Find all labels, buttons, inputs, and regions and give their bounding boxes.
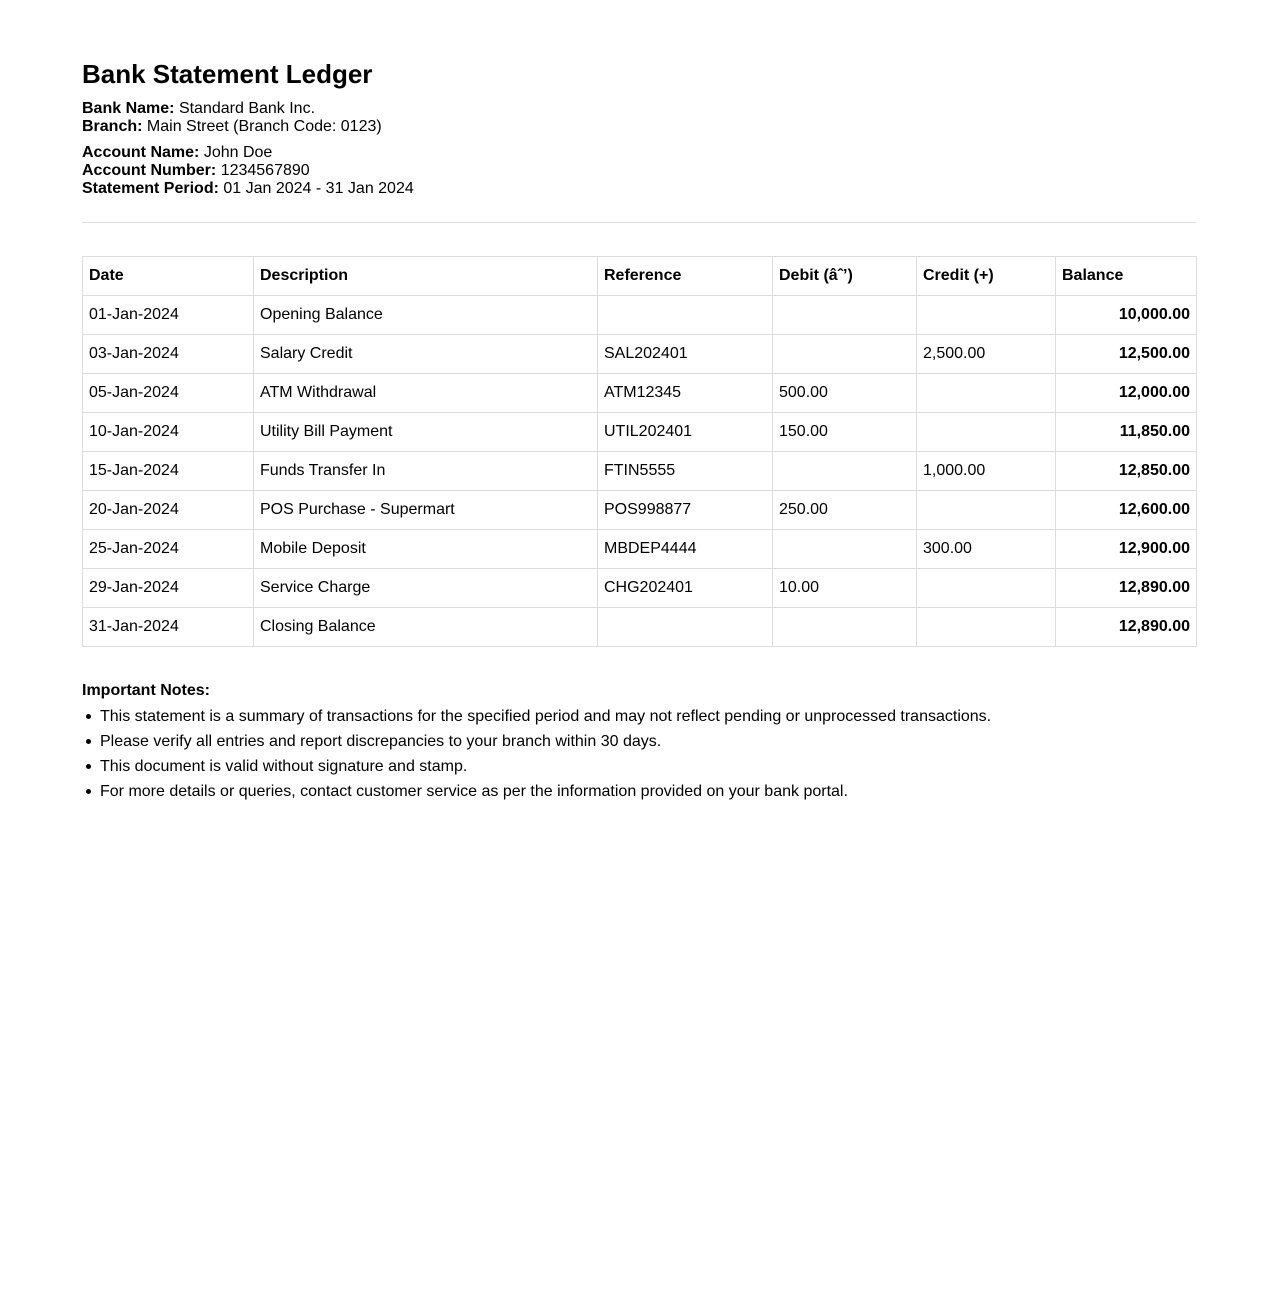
cell-date: 03-Jan-2024 — [83, 335, 254, 374]
bullet-icon — [86, 789, 91, 794]
cell-debit: 500.00 — [773, 374, 917, 413]
account-name-row — [82, 144, 414, 162]
cell-balance: 12,500.00 — [1056, 335, 1197, 374]
cell-debit — [773, 335, 917, 374]
header-debit: Debit (âˆ’) — [773, 257, 917, 296]
note-text: This document is valid without signature and stamp. — [100, 758, 468, 775]
cell-credit — [917, 413, 1056, 452]
cell-balance: 12,890.00 — [1056, 608, 1197, 647]
cell-reference — [598, 608, 773, 647]
cell-balance: 12,850.00 — [1056, 452, 1197, 491]
table-row — [83, 413, 1197, 452]
branch-value: Main Street (Branch Code: 0123) — [146, 118, 382, 135]
note-text: This statement is a summary of transactions for the specified period and may not reflect pending or unprocessed transactions. — [100, 708, 992, 725]
cell-date: 29-Jan-2024 — [83, 569, 254, 608]
cell-balance: 12,890.00 — [1056, 569, 1197, 608]
cell-balance: 12,600.00 — [1056, 491, 1197, 530]
table-row — [83, 296, 1197, 335]
bank-info — [82, 100, 382, 136]
ledger-table — [82, 256, 1197, 647]
cell-reference: UTIL202401 — [598, 413, 773, 452]
table-row — [83, 374, 1197, 413]
cell-credit: 1,000.00 — [917, 452, 1056, 491]
cell-balance: 12,000.00 — [1056, 374, 1197, 413]
branch-row — [82, 118, 382, 136]
notes-title: Important Notes: — [82, 682, 210, 699]
cell-credit — [917, 608, 1056, 647]
account-number-label: Account Number: — [82, 162, 217, 179]
account-number-value: 1234567890 — [220, 162, 310, 179]
cell-reference: SAL202401 — [598, 335, 773, 374]
cell-description: Closing Balance — [254, 608, 598, 647]
table-row — [83, 335, 1197, 374]
branch-label: Branch: — [82, 118, 143, 135]
statement-period-row — [82, 180, 414, 198]
cell-date: 01-Jan-2024 — [83, 296, 254, 335]
table-row — [83, 491, 1197, 530]
notes-list — [82, 704, 1196, 804]
cell-balance: 12,900.00 — [1056, 530, 1197, 569]
table-row — [83, 569, 1197, 608]
account-name-value: John Doe — [203, 144, 273, 161]
cell-balance: 10,000.00 — [1056, 296, 1197, 335]
header-date: Date — [83, 257, 254, 296]
cell-credit — [917, 374, 1056, 413]
cell-date: 15-Jan-2024 — [83, 452, 254, 491]
cell-reference — [598, 296, 773, 335]
cell-debit — [773, 608, 917, 647]
bullet-icon — [86, 739, 91, 744]
cell-debit — [773, 296, 917, 335]
header-reference: Reference — [598, 257, 773, 296]
cell-credit — [917, 296, 1056, 335]
bullet-icon — [86, 764, 91, 769]
header-description: Description — [254, 257, 598, 296]
cell-reference: FTIN5555 — [598, 452, 773, 491]
table-row — [83, 452, 1197, 491]
header-balance: Balance — [1056, 257, 1197, 296]
header-divider — [82, 222, 1196, 223]
cell-debit: 10.00 — [773, 569, 917, 608]
cell-debit — [773, 530, 917, 569]
statement-period-label: Statement Period: — [82, 180, 219, 197]
cell-date: 10-Jan-2024 — [83, 413, 254, 452]
table-row — [83, 608, 1197, 647]
cell-description: Salary Credit — [254, 335, 598, 374]
cell-reference: POS998877 — [598, 491, 773, 530]
important-notes — [82, 680, 1196, 804]
bank-name-value: Standard Bank Inc. — [178, 100, 316, 117]
cell-credit: 300.00 — [917, 530, 1056, 569]
statement-period-value: 01 Jan 2024 - 31 Jan 2024 — [223, 180, 414, 197]
page-title: Bank Statement Ledger — [82, 59, 373, 89]
cell-date: 31-Jan-2024 — [83, 608, 254, 647]
note-text: For more details or queries, contact customer service as per the information provided on your bank portal. — [100, 783, 848, 800]
cell-description: Funds Transfer In — [254, 452, 598, 491]
cell-description: Opening Balance — [254, 296, 598, 335]
account-info — [82, 144, 414, 198]
cell-description: Mobile Deposit — [254, 530, 598, 569]
account-number-row — [82, 162, 414, 180]
cell-description: Service Charge — [254, 569, 598, 608]
cell-reference: CHG202401 — [598, 569, 773, 608]
list-item — [100, 729, 1196, 754]
note-text: Please verify all entries and report discrepancies to your branch within 30 days. — [100, 733, 662, 750]
header-credit: Credit (+) — [917, 257, 1056, 296]
bank-name-label: Bank Name: — [82, 100, 175, 117]
cell-credit — [917, 569, 1056, 608]
cell-balance: 11,850.00 — [1056, 413, 1197, 452]
cell-credit — [917, 491, 1056, 530]
list-item — [100, 704, 1196, 729]
cell-date: 25-Jan-2024 — [83, 530, 254, 569]
list-item — [100, 754, 1196, 779]
cell-reference: MBDEP4444 — [598, 530, 773, 569]
bullet-icon — [86, 714, 91, 719]
cell-description: ATM Withdrawal — [254, 374, 598, 413]
table-row — [83, 530, 1197, 569]
cell-debit: 250.00 — [773, 491, 917, 530]
cell-debit — [773, 452, 917, 491]
cell-debit: 150.00 — [773, 413, 917, 452]
cell-credit: 2,500.00 — [917, 335, 1056, 374]
cell-description: Utility Bill Payment — [254, 413, 598, 452]
list-item — [100, 779, 1196, 804]
cell-reference: ATM12345 — [598, 374, 773, 413]
account-name-label: Account Name: — [82, 144, 200, 161]
cell-date: 20-Jan-2024 — [83, 491, 254, 530]
ledger-header-row — [83, 257, 1197, 296]
cell-description: POS Purchase - Supermart — [254, 491, 598, 530]
bank-name-row — [82, 100, 382, 118]
cell-date: 05-Jan-2024 — [83, 374, 254, 413]
